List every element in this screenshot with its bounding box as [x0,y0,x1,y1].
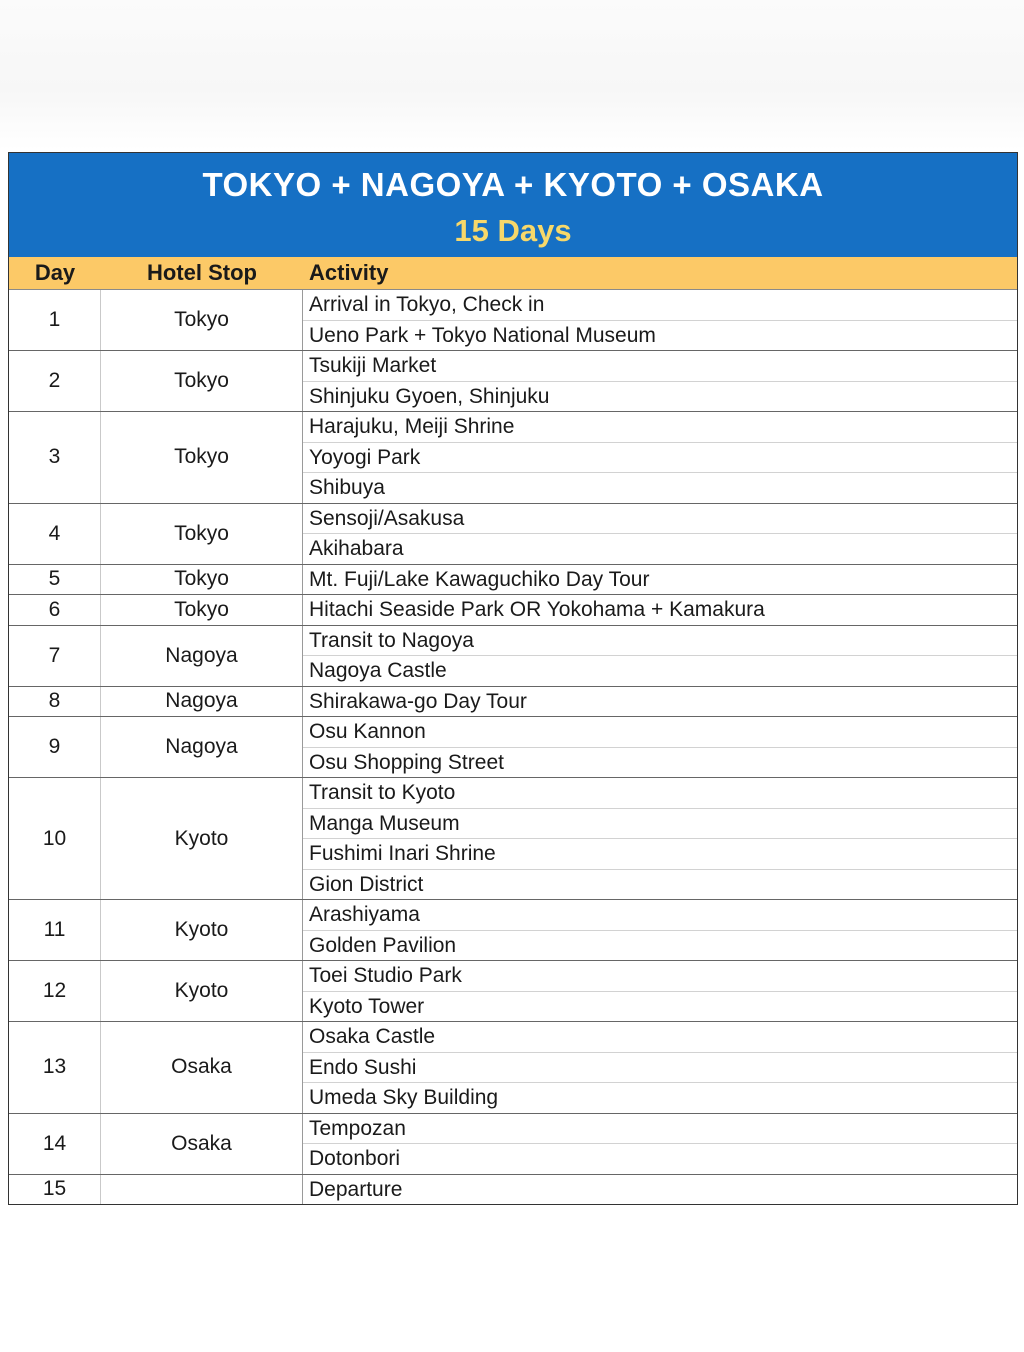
activity-list [303,1022,1017,1113]
day-row [9,595,1017,626]
activity-item: Sensoji/Asakusa [303,504,1017,535]
activity-item: Shirakawa-go Day Tour [309,689,527,713]
activity-list [303,687,1017,717]
column-header-hotel: Hotel Stop [147,260,257,285]
activity-item: Golden Pavilion [309,933,457,957]
activity-item: Shinjuku Gyoen, Shinjuku [309,384,550,408]
itinerary-title: TOKYO + NAGOYA + KYOTO + OSAKA [202,166,824,203]
activity-item: Transit to Nagoya [303,626,1017,657]
day-number: 3 [9,412,101,503]
activity-item: Fushimi Inari Shrine [303,839,1017,870]
hotel-stop: Osaka [101,1114,303,1174]
activity-item: Toei Studio Park [303,961,1017,992]
activity-item: Yoyogi Park [303,443,1017,474]
activity-list [303,778,1017,899]
day-number: 1 [9,290,101,350]
activity-item: Osaka Castle [303,1022,1017,1053]
day-number: 9 [9,717,101,777]
hotel-stop: Kyoto [101,778,303,899]
activity-item: Mt. Fuji/Lake Kawaguchiko Day Tour [309,567,650,591]
day-row [9,504,1017,565]
day-row [9,1022,1017,1114]
day-row [9,565,1017,596]
day-row [9,778,1017,900]
activity-list [303,1175,1017,1205]
column-header-activity: Activity [309,260,389,285]
day-row [9,717,1017,778]
activity-item: Hitachi Seaside Park OR Yokohama + Kamakura [309,598,765,621]
day-number: 5 [9,565,101,595]
day-row [9,1114,1017,1175]
activity-item: Akihabara [309,537,404,560]
itinerary-duration: 15 Days [454,213,572,248]
activity-item: Dotonbori [309,1147,401,1170]
itinerary-rows [9,290,1017,1204]
day-row [9,961,1017,1022]
day-row [9,1175,1017,1205]
hotel-stop: Tokyo [101,351,303,411]
activity-item: Umeda Sky Building [309,1086,499,1109]
day-number: 2 [9,351,101,411]
activity-item: Endo Sushi [303,1053,1017,1084]
day-number: 6 [9,595,101,625]
hotel-stop: Tokyo [101,595,303,625]
activity-list [303,565,1017,595]
day-number: 14 [9,1114,101,1174]
day-number: 13 [9,1022,101,1113]
hotel-stop: Nagoya [101,626,303,686]
hotel-stop: Kyoto [101,900,303,960]
hotel-stop: Nagoya [101,687,303,717]
hotel-stop: Nagoya [101,717,303,777]
itinerary-table [8,152,1018,1205]
hotel-stop: Tokyo [101,290,303,350]
activity-list [303,1114,1017,1174]
activity-item: Nagoya Castle [309,659,447,682]
activity-item: Osu Kannon [303,717,1017,748]
activity-item: Harajuku, Meiji Shrine [303,412,1017,443]
hotel-stop: Tokyo [101,412,303,503]
hotel-stop: Tokyo [101,565,303,595]
activity-list [303,351,1017,411]
day-row [9,687,1017,718]
day-number: 7 [9,626,101,686]
activity-item: Ueno Park + Tokyo National Museum [309,323,656,347]
day-row [9,900,1017,961]
day-row [9,626,1017,687]
blurred-header-area [0,0,1024,150]
hotel-stop: Kyoto [101,961,303,1021]
activity-item: Transit to Kyoto [303,778,1017,809]
column-header-day: Day [34,260,76,285]
activity-item: Tempozan [303,1114,1017,1145]
day-number: 15 [9,1175,101,1205]
activity-item: Gion District [309,872,424,896]
activity-item: Tsukiji Market [303,351,1017,382]
activity-list [303,595,1017,625]
hotel-stop: Tokyo [101,504,303,564]
day-number: 8 [9,687,101,717]
activity-list [303,504,1017,564]
activity-item: Arrival in Tokyo, Check in [303,290,1017,321]
day-number: 10 [9,778,101,899]
activity-list [303,900,1017,960]
day-row [9,351,1017,412]
day-row [9,290,1017,351]
activity-item: Kyoto Tower [309,994,425,1018]
itinerary-banner [9,153,1017,257]
hotel-stop: Osaka [101,1022,303,1113]
activity-item: Arashiyama [303,900,1017,931]
activity-item: Manga Museum [303,809,1017,840]
activity-item: Osu Shopping Street [309,750,504,774]
activity-list [303,626,1017,686]
day-row [9,412,1017,504]
day-number: 4 [9,504,101,564]
day-number: 11 [9,900,101,960]
activity-list [303,961,1017,1021]
hotel-stop [101,1175,303,1205]
activity-list [303,717,1017,777]
activity-list [303,412,1017,503]
activity-item: Shibuya [309,476,385,499]
activity-item: Departure [309,1177,403,1201]
activity-list [303,290,1017,350]
day-number: 12 [9,961,101,1021]
column-header-row [9,257,1017,290]
